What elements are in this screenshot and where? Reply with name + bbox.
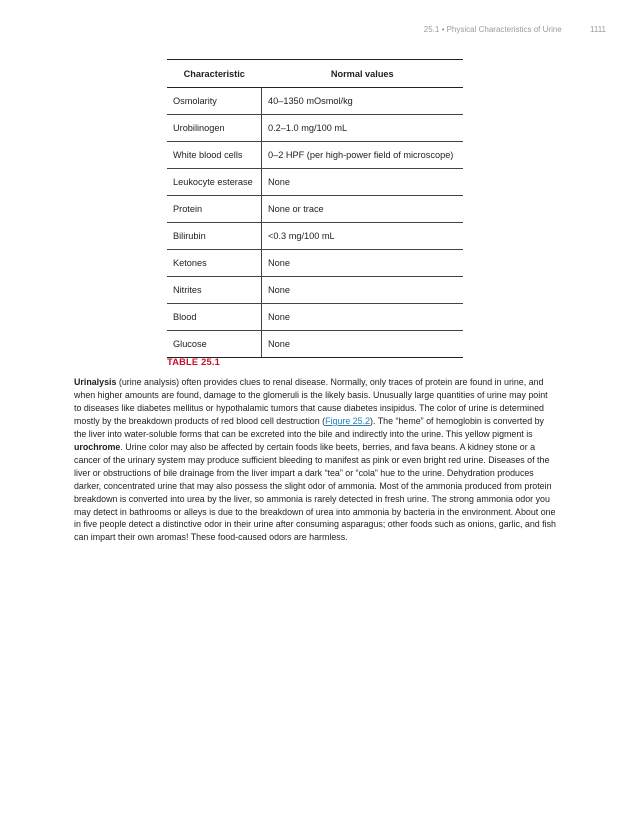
table-row — [167, 250, 463, 277]
characteristic-cell: Glucose — [167, 331, 262, 358]
characteristic-cell: Nitrites — [167, 277, 262, 304]
normal-value-cell: 40–1350 mOsmol/kg — [262, 88, 464, 115]
column-header-normal-values: Normal values — [262, 60, 464, 88]
urinalysis-paragraph — [74, 376, 556, 544]
normal-value-cell: None — [262, 250, 464, 277]
normal-value-cell: None — [262, 304, 464, 331]
characteristic-cell: Ketones — [167, 250, 262, 277]
table-row — [167, 88, 463, 115]
table-row — [167, 142, 463, 169]
characteristic-cell: White blood cells — [167, 142, 262, 169]
column-header-characteristic: Characteristic — [167, 60, 262, 88]
characteristic-cell: Urobilinogen — [167, 115, 262, 142]
normal-value-cell: <0.3 mg/100 mL — [262, 223, 464, 250]
paragraph-text: ). The “heme” of hemoglobin is converted by the liver into water-soluble forms that can be excreted into the bile and indirectly into the urine. This yellow pigment is — [74, 415, 544, 439]
normal-value-cell: None or trace — [262, 196, 464, 223]
table-caption: TABLE 25.1 — [167, 357, 220, 367]
table-row — [167, 223, 463, 250]
table-header-row — [167, 60, 463, 88]
table-row — [167, 277, 463, 304]
table-row — [167, 304, 463, 331]
table-row — [167, 331, 463, 358]
table-row — [167, 169, 463, 196]
urine-characteristics-table — [167, 59, 463, 358]
normal-value-cell: None — [262, 277, 464, 304]
characteristic-cell: Osmolarity — [167, 88, 262, 115]
page-number: 1111 — [589, 25, 606, 34]
normal-value-cell: 0–2 HPF (per high-power field of microscope) — [262, 142, 464, 169]
normal-value-cell: None — [262, 169, 464, 196]
characteristic-cell: Protein — [167, 196, 262, 223]
table-row — [167, 196, 463, 223]
section-title: 25.1 • Physical Characteristics of Urine — [423, 25, 562, 34]
normal-value-cell: 0.2–1.0 mg/100 mL — [262, 115, 464, 142]
normal-value-cell: None — [262, 331, 464, 358]
running-header — [424, 25, 606, 34]
term-urinalysis: Urinalysis — [74, 377, 117, 387]
figure-link[interactable]: Figure 25.2 — [325, 415, 371, 426]
characteristic-cell: Blood — [167, 304, 262, 331]
characteristic-cell: Bilirubin — [167, 223, 262, 250]
characteristic-cell: Leukocyte esterase — [167, 169, 262, 196]
table-row — [167, 115, 463, 142]
paragraph-text: . Urine color may also be affected by certain foods like beets, berries, and fava beans. A kidney stone or a cancer of the urinary system may produce sufficient bleeding to manifest as pink or even bright red urine. Diseases of the liver or obstructions of bile drainage from the liver impart a dark “tea” or “cola” hue to the urine. Dehydration produces darker, concentrated urine that may also possess the slight odor of ammonia. Most of the ammonia produced from protein breakdown is converted into urea by the liver, so ammonia is rarely detected in fresh urine. The strong ammonia odor you may detect in bathrooms or alleys is due to the breakdown of urea into ammonia by bacteria in the environment. About one in five people detect a distinctive odor in their urine after consuming asparagus; other foods such as onions, garlic, and fish can impart their own aromas! These food-caused odors are harmless. — [74, 441, 556, 543]
paragraph-text: (urine analysis) often provides clues to renal disease. Normally, only traces of protein are found in urine, and when higher amounts are found, damage to the glomeruli is the likely basis. Unusually large quantities of urine may point to diseases like diabetes mellitus or hypothalamic tumors that cause diabetes insipidus. The color of urine is determined mostly by the breakdown products of red blood cell destruction ( — [74, 377, 548, 426]
term-urochrome: urochrome — [74, 441, 121, 452]
